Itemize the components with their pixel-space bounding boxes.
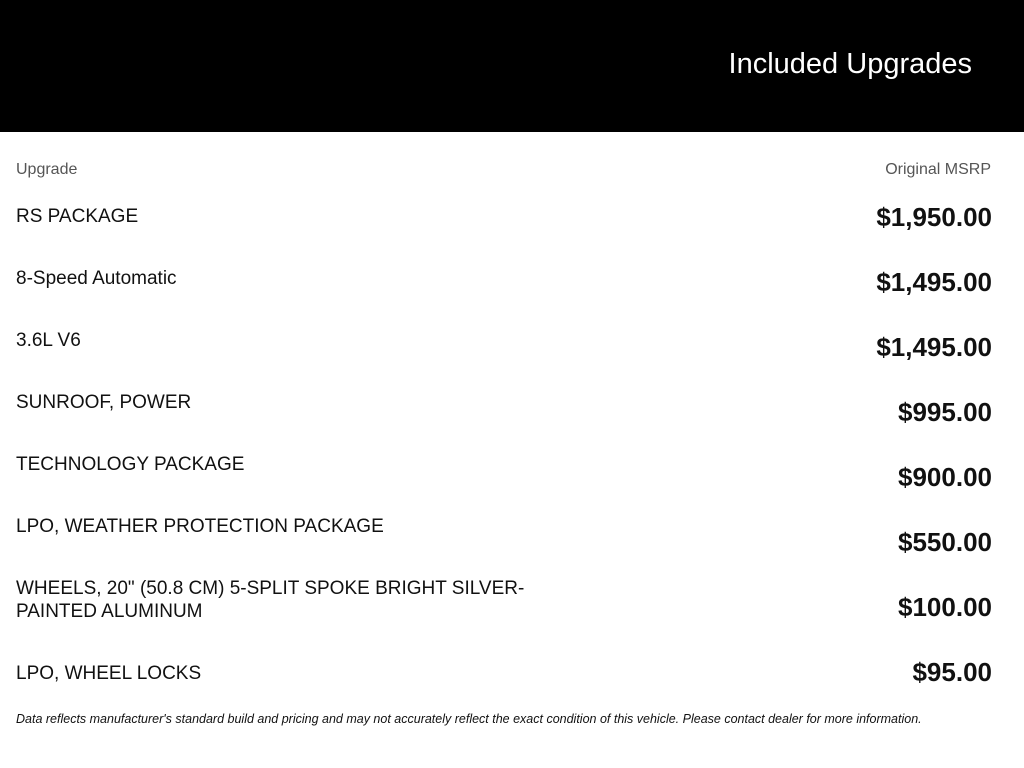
upgrade-price: $550.00 — [898, 527, 992, 557]
page-title: Included Upgrades — [728, 48, 972, 80]
upgrade-price: $1,495.00 — [876, 332, 992, 362]
upgrade-name: 8-Speed Automatic — [16, 268, 177, 289]
upgrade-name: LPO, WHEEL LOCKS — [16, 663, 202, 684]
upgrade-name: 3.6L V6 — [16, 330, 81, 351]
upgrade-name: RS PACKAGE — [16, 206, 139, 227]
upgrade-price: $1,950.00 — [876, 202, 992, 232]
upgrade-price: $900.00 — [898, 462, 992, 492]
upgrade-price: $100.00 — [898, 592, 992, 622]
upgrade-price: $1,495.00 — [876, 267, 992, 297]
page-header — [0, 0, 1024, 132]
column-header-msrp: Original MSRP — [885, 161, 991, 178]
upgrade-price: $995.00 — [898, 397, 992, 427]
disclaimer-text: Data reflects manufacturer's standard build and pricing and may not accurately reflect the exact condition of this vehicle. Please contact dealer for more information. — [16, 712, 922, 726]
upgrade-name: TECHNOLOGY PACKAGE — [16, 454, 245, 475]
upgrade-name: SUNROOF, POWER — [16, 392, 192, 413]
column-header-upgrade: Upgrade — [16, 161, 78, 178]
upgrade-name: WHEELS, 20" (50.8 CM) 5-SPLIT SPOKE BRIGHT SILVER-PAINTED ALUMINUM — [16, 578, 525, 622]
upgrade-price: $95.00 — [912, 657, 992, 687]
upgrade-name: LPO, WEATHER PROTECTION PACKAGE — [16, 516, 384, 537]
